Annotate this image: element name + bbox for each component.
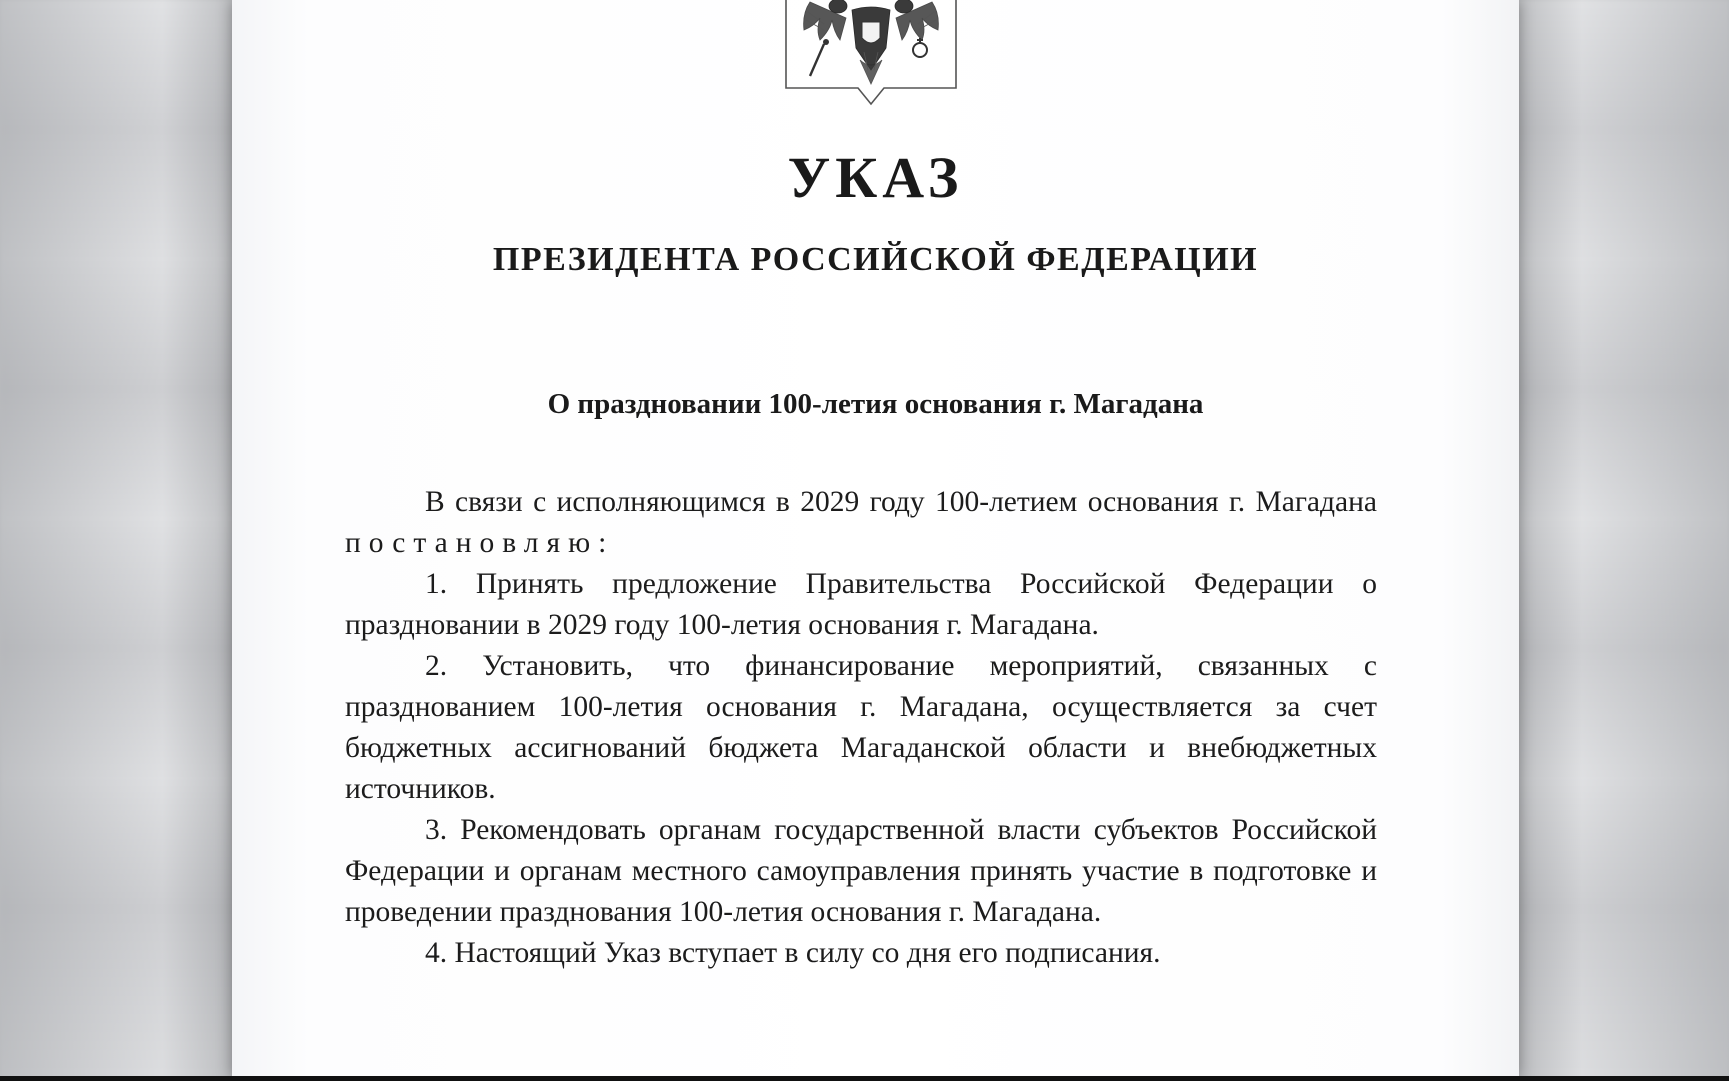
preamble-keyword: постановляю xyxy=(345,527,599,559)
decree-item-4: 4. Настоящий Указ вступает в силу со дня его подписания. xyxy=(425,937,1161,969)
preamble-tail: : xyxy=(598,527,607,559)
left-background-shade xyxy=(0,0,232,1081)
double-headed-eagle-coat-of-arms-icon xyxy=(780,0,962,116)
preamble-text: В связи с исполняющимся в 2029 году 100-летием основания г. Магадана xyxy=(425,486,1377,518)
decree-heading: О праздновании 100-летия основания г. Магадана xyxy=(547,388,1204,420)
document-subtitle: ПРЕЗИДЕНТА РОССИЙСКОЙ ФЕДЕРАЦИИ xyxy=(492,241,1259,278)
decree-item-1: 1. Принять предложение Правительства Российской Федерации о праздновании в 2029 году 100-летия основания г. Магадана. xyxy=(345,568,1377,641)
decree-item-3: 3. Рекомендовать органам государственной власти субъектов Российской Федерации и органам местного самоуправления принять участие в подготовке и проведении празднования 100-летия основания г. Магадана. xyxy=(345,814,1377,928)
right-background-shade xyxy=(1519,0,1729,1081)
decree-document-page xyxy=(232,0,1519,1078)
document-title: УКАЗ xyxy=(787,145,964,210)
decree-body xyxy=(345,482,1377,974)
decree-preamble xyxy=(345,482,1377,564)
bottom-edge-bar xyxy=(0,1076,1729,1081)
decree-item-2: 2. Установить, что финансирование мероприятий, связанных с празднованием 100-летия основания г. Магадана, осуществляется за счет бюджетных ассигнований бюджета Магаданской области и внебюджетных источников. xyxy=(345,650,1377,805)
